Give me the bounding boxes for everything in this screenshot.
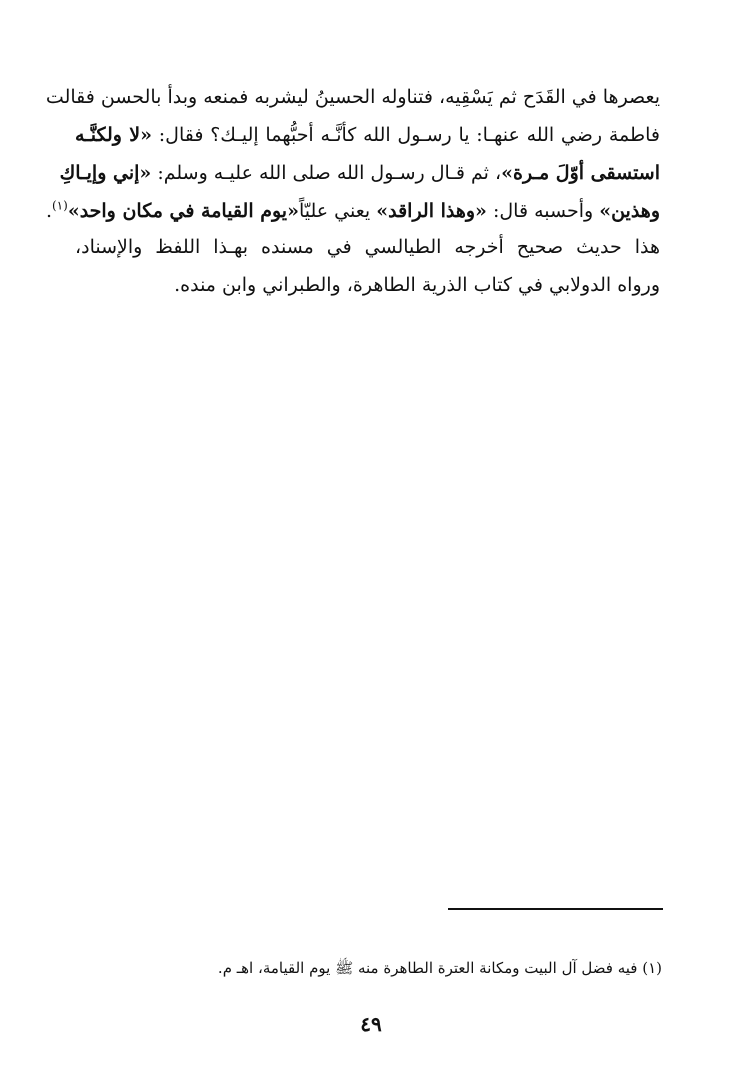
source-paragraph	[75, 228, 660, 304]
paragraph-line	[59, 154, 660, 192]
footnote	[192, 954, 662, 982]
paragraph-text: وأحسبه قال:	[486, 200, 600, 222]
page-number: ٤٩	[360, 1012, 382, 1036]
quoted-speech: «إني وإيـاكِ	[59, 162, 152, 184]
quoted-speech: «يوم القيامة في مكان واحد»	[67, 200, 299, 222]
paragraph-text: ، ثم قـال رسـول الله صلى الله عليـه وسلم:	[151, 162, 502, 184]
footnote-reference[interactable]: (١)	[51, 198, 68, 213]
quoted-speech: «وهذا الراقد»	[376, 200, 487, 222]
quoted-speech: استسقى أوّلَ مـرة»	[501, 162, 660, 184]
footnote-divider	[448, 908, 663, 910]
paragraph-line: هذا حديث صحيح أخرجه الطيالسي في مسنده بهـذا اللفظ والإسناد،	[75, 236, 660, 258]
paragraph-text: يعني عليّاً	[298, 200, 377, 222]
paragraph-line: يعصرها في القَدَح ثم يَسْقِيه، فتناوله الحسينُ ليشربه فمنعه وبدأ بالحسن فقالت	[45, 86, 660, 108]
footnote-text: فيه فضل آل البيت ومكانة العترة الطاهرة منه ﷺ يوم القيامة، اهـ م.	[217, 959, 643, 977]
quoted-speech: وهذين»	[599, 200, 660, 222]
paragraph-line	[45, 192, 660, 230]
paragraph-text: فاطمة رضي الله عنهـا: يا رسـول الله كأنَّـه أحبُّهما إليـك؟ فقال:	[152, 124, 660, 146]
quoted-speech: «لا ولكنَّـه	[75, 124, 152, 146]
footnote-number: (١)	[642, 959, 662, 977]
hadith-paragraph	[45, 78, 660, 230]
paragraph-text: .	[45, 200, 52, 222]
paragraph-line: ورواه الدولابي في كتاب الذرية الطاهرة، والطبراني وابن منده.	[174, 274, 660, 296]
paragraph-line	[75, 116, 660, 154]
